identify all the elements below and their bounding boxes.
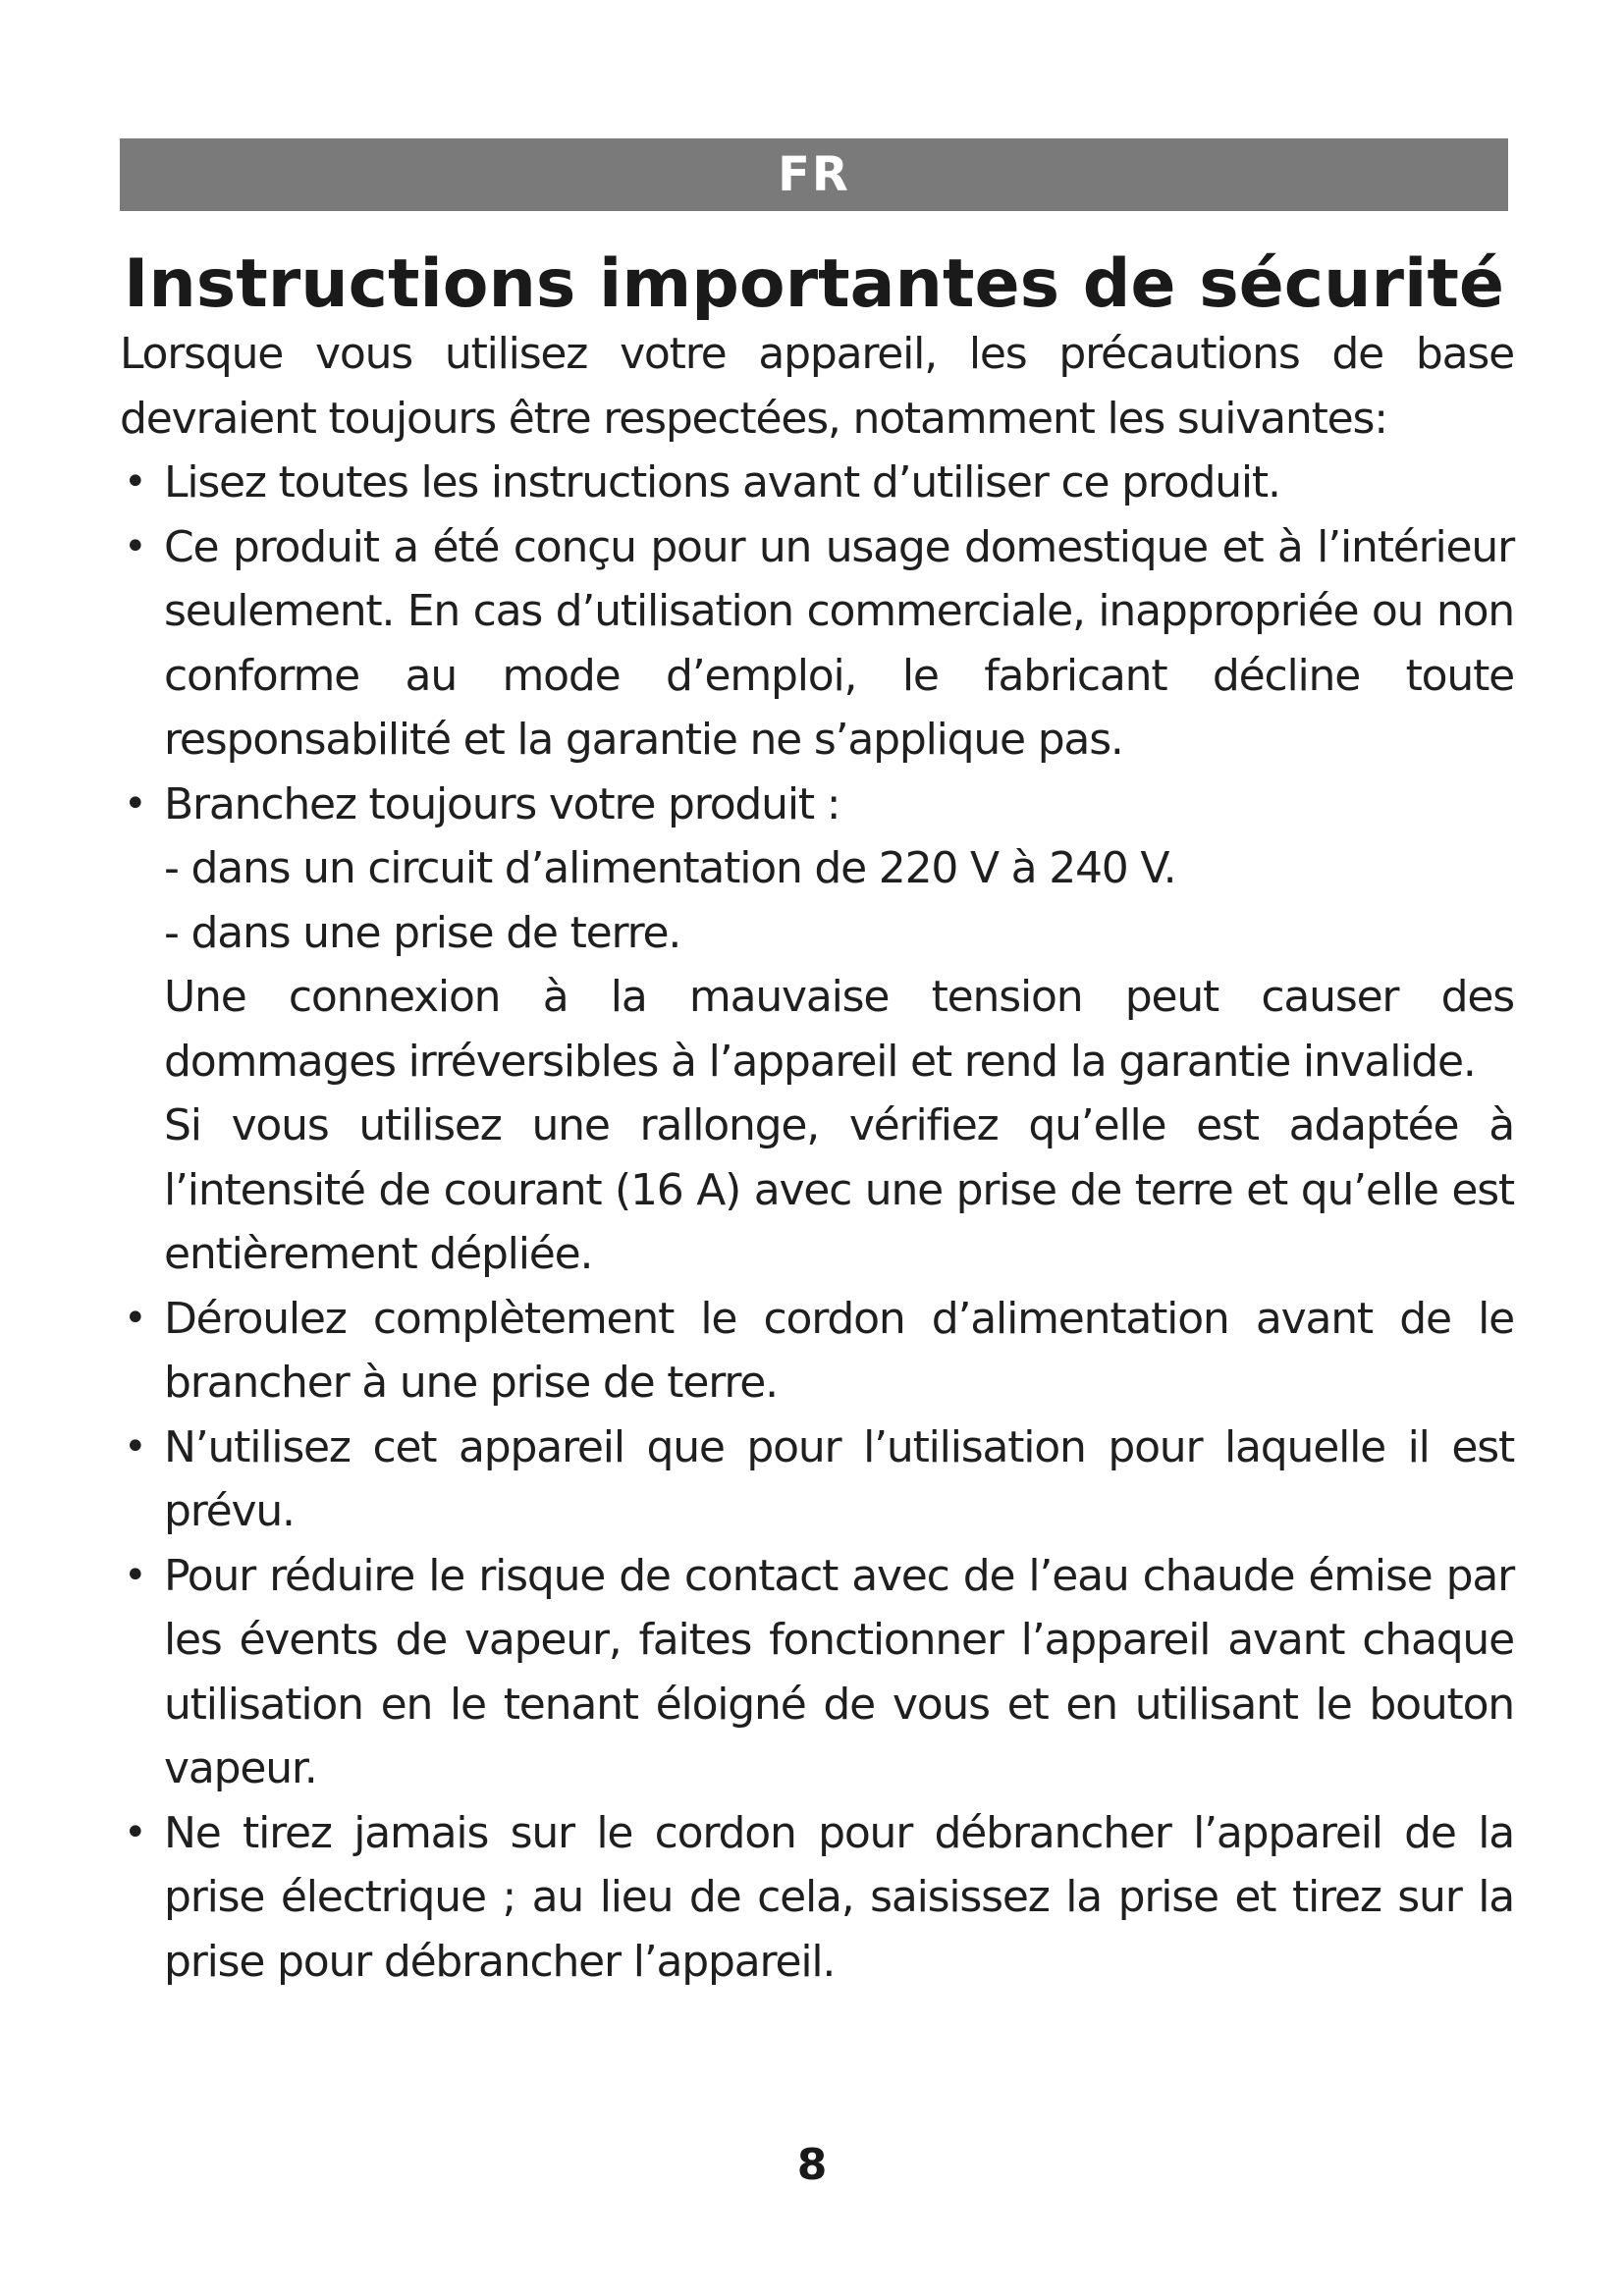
- list-item-text: Déroulez complètement le cordon d’alimentation avant de le brancher à une prise de terre.: [164, 1293, 1514, 1408]
- list-item-text: N’utilisez cet appareil que pour l’utilisation pour laquelle il est prévu.: [164, 1421, 1514, 1536]
- instruction-list: [120, 451, 1514, 1994]
- list-item-text: Ce produit a été conçu pour un usage domestique et à l’intérieur seulement. En cas d’utilisation commerciale, inappropriée ou non conforme au mode d’emploi, le fabricant décline toute responsabilité et la garantie ne s’applique pas.: [164, 521, 1514, 765]
- voltage-warning: Une connexion à la mauvaise tension peut causer des dommages irréversibles à l’appareil et rend la garantie invalide.: [164, 972, 1514, 1087]
- language-code: FR: [778, 147, 850, 202]
- list-item: [120, 1287, 1514, 1415]
- earth-requirement: - dans une prise de terre.: [164, 907, 681, 958]
- list-item: [120, 451, 1514, 515]
- list-item: [120, 1415, 1514, 1544]
- bullet-icon: •: [124, 1809, 146, 1855]
- intro-paragraph: Lorsque vous utilisez votre appareil, les précautions de base devraient toujours être respectées, notamment les suivantes:: [120, 329, 1514, 444]
- extension-cord-note: Si vous utilisez une rallonge, vérifiez qu’elle est adaptée à l’intensité de courant (16 A) avec une prise de terre et qu’elle est entièrement dépliée.: [164, 1100, 1514, 1279]
- page-number: 8: [796, 2140, 828, 2190]
- voltage-requirement: - dans un circuit d’alimentation de 220 V à 240 V.: [164, 843, 1176, 893]
- page-title: Instructions importantes de sécurité: [124, 245, 1504, 323]
- bullet-icon: •: [124, 780, 146, 827]
- bullet-icon: •: [124, 1423, 146, 1469]
- list-item: [120, 1801, 1514, 1995]
- bullet-icon: •: [124, 1552, 146, 1598]
- list-item-text: Lisez toutes les instructions avant d’utiliser ce produit.: [164, 457, 1280, 507]
- list-item: [120, 515, 1514, 773]
- list-item-text: Pour réduire le risque de contact avec de l’eau chaude émise par les évents de vapeur, faites fonctionner l’appareil avant chaque utilisation en le tenant éloigné de vous et en utilisant le bouton vapeur.: [164, 1550, 1514, 1793]
- bullet-icon: •: [124, 523, 146, 569]
- list-item-text: Ne tirez jamais sur le cordon pour débrancher l’appareil de la prise électrique ; au lieu de cela, saisissez la prise et tirez sur la prise pour débrancher l’appareil.: [164, 1807, 1514, 1987]
- bullet-icon: •: [124, 459, 146, 505]
- list-item: [120, 773, 1514, 1287]
- list-item-text: Branchez toujours votre produit :: [164, 778, 840, 829]
- bullet-icon: •: [124, 1295, 146, 1341]
- language-header-bar: [120, 138, 1508, 211]
- safety-instructions-body: [120, 322, 1514, 1994]
- list-item: [120, 1544, 1514, 1801]
